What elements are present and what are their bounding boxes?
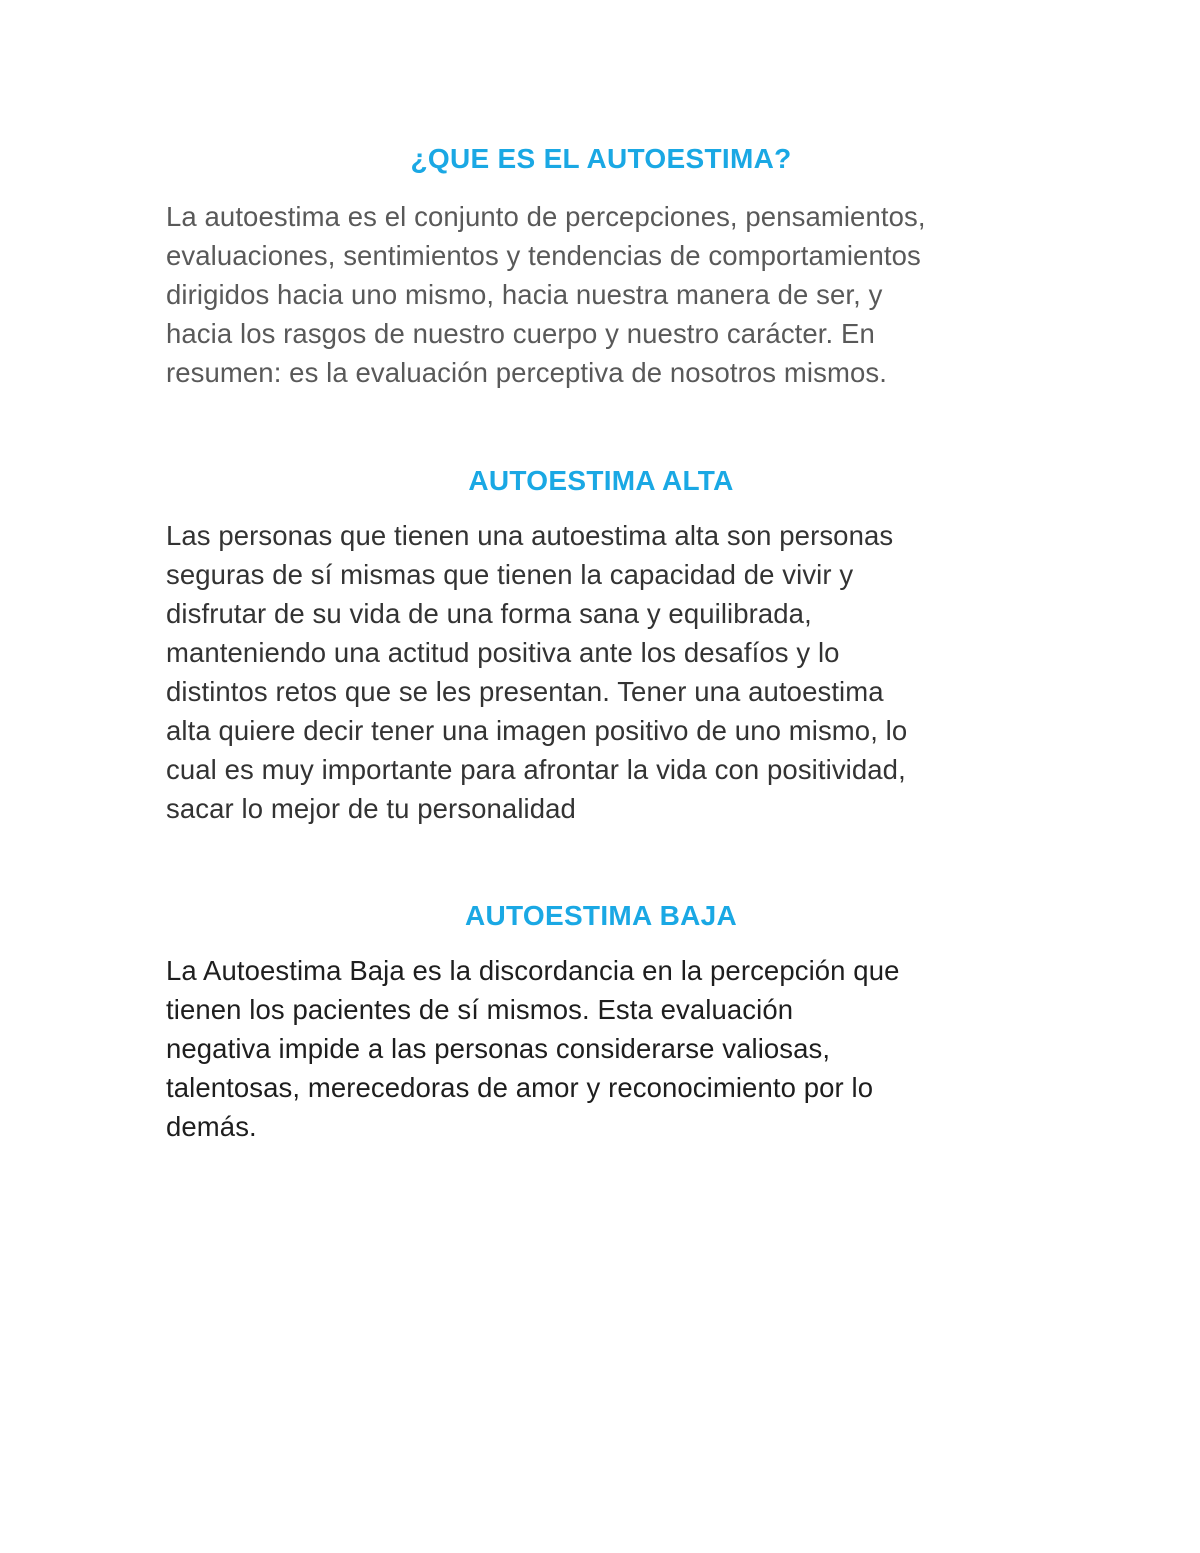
paragraph-line: alta quiere decir tener una imagen positivo de uno mismo, lo [166,715,908,746]
paragraph-line: La Autoestima Baja es la discordancia en la percepción que [166,955,900,986]
paragraph-line: La autoestima es el conjunto de percepciones, pensamientos, [166,201,926,232]
section-autoestima-baja [166,899,1036,1146]
section-autoestima-alta [166,464,1036,828]
paragraph-line: disfrutar de su vida de una forma sana y equilibrada, [166,598,812,629]
section-heading: ¿QUE ES EL AUTOESTIMA? [410,143,792,174]
paragraph-line: resumen: es la evaluación perceptiva de nosotros mismos. [166,357,887,388]
section-que-es-autoestima [166,142,1036,392]
paragraph-line: cual es muy importante para afrontar la vida con positividad, [166,754,906,785]
paragraph-line: sacar lo mejor de tu personalidad [166,793,576,824]
paragraph-line: demás. [166,1111,257,1142]
section-paragraph [166,516,1036,828]
paragraph-line: Las personas que tienen una autoestima alta son personas [166,520,894,551]
paragraph-line: evaluaciones, sentimientos y tendencias de comportamientos [166,240,921,271]
paragraph-line: manteniendo una actitud positiva ante los desafíos y lo [166,637,840,668]
paragraph-line: seguras de sí mismas que tienen la capacidad de vivir y [166,559,854,590]
section-heading: AUTOESTIMA ALTA [468,465,734,496]
paragraph-line: negativa impide a las personas considerarse valiosas, [166,1033,831,1064]
paragraph-line: talentosas, merecedoras de amor y reconocimiento por lo [166,1072,874,1103]
section-paragraph [166,197,1036,392]
section-paragraph [166,951,1036,1146]
paragraph-line: tienen los pacientes de sí mismos. Esta evaluación [166,994,794,1025]
paragraph-line: hacia los rasgos de nuestro cuerpo y nuestro carácter. En [166,318,875,349]
paragraph-line: distintos retos que se les presentan. Tener una autoestima [166,676,884,707]
paragraph-line: dirigidos hacia uno mismo, hacia nuestra manera de ser, y [166,279,883,310]
section-heading: AUTOESTIMA BAJA [464,900,738,931]
